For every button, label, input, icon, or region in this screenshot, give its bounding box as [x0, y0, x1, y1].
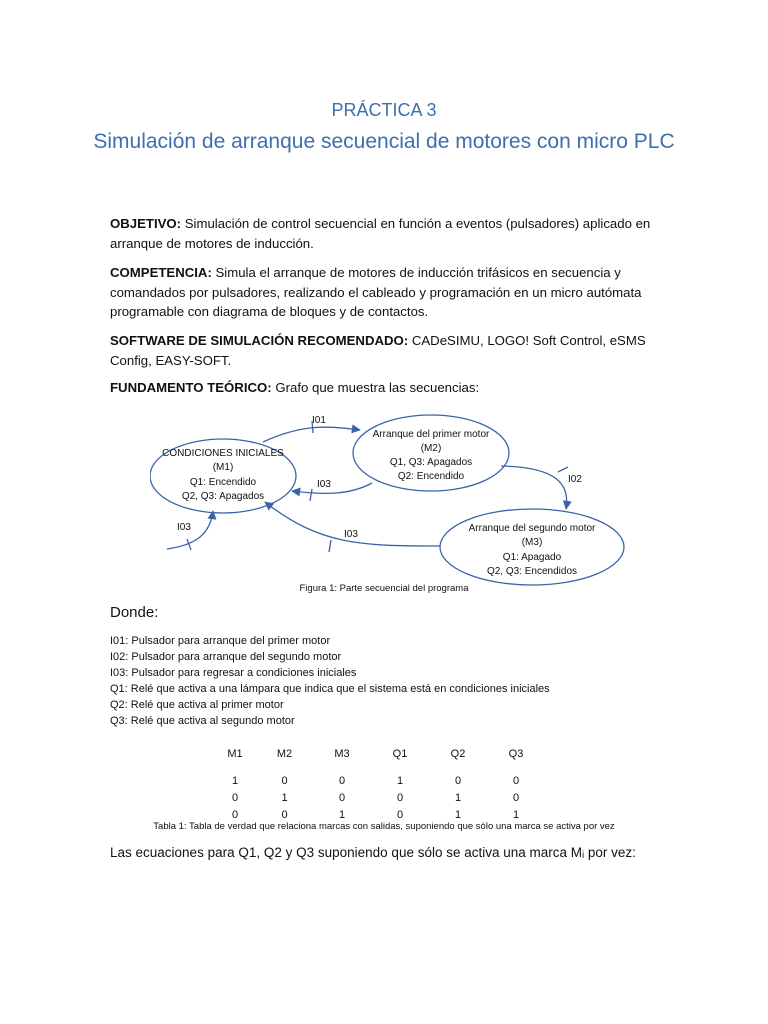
state-m3-line2: (M3) [521, 537, 543, 548]
truth-table-header: M1 [227, 748, 243, 760]
truth-table-cell: 0 [512, 791, 520, 804]
truth-table-cell: 0 [338, 791, 346, 804]
state-m1-line1: CONDICIONES INICIALES [162, 448, 284, 459]
software-paragraph [110, 331, 670, 370]
truth-table-cell: 0 [396, 791, 404, 804]
competence-text: Simula el arranque de motores de inducción trifásicos en secuencia y comandados por pulsadores, realizando el cableado y programación en un micro autómata programable con diagrama de bloques y de contactos. [110, 265, 642, 319]
objective-label: OBJETIVO: [110, 216, 182, 231]
objective-text: Simulación de control secuencial en función a eventos (pulsadores) aplicado en arranque de motores de inducción. [110, 216, 651, 251]
state-graph-diagram [150, 405, 640, 605]
theory-label: FUNDAMENTO TEÓRICO: [110, 380, 272, 395]
truth-table-header: Q1 [392, 748, 408, 760]
truth-table-cell: 1 [281, 791, 288, 804]
definition-item: I02: Pulsador para arranque del segundo motor [110, 651, 342, 663]
state-m2-line4: Q2: Encendido [397, 471, 465, 482]
truth-table-cell: 0 [231, 808, 239, 821]
definition-item: Q3: Relé que activa al segundo motor [110, 715, 295, 727]
truth-table-header: Q2 [450, 748, 466, 760]
truth-table-cell: 0 [281, 808, 288, 821]
truth-table-cell: 0 [454, 774, 462, 787]
truth-table-cell: 0 [281, 774, 288, 787]
truth-table-cell: 1 [512, 808, 520, 821]
definition-list [110, 633, 550, 729]
truth-table-row [214, 772, 545, 789]
definition-item: Q2: Relé que activa al primer motor [110, 699, 284, 711]
truth-table-row [214, 789, 545, 806]
theory-paragraph [110, 378, 670, 398]
label-i03-initial: I03 [177, 522, 191, 533]
truth-table-cell: 1 [454, 808, 462, 821]
truth-table-cell: 0 [231, 791, 239, 804]
truth-table-cell: 0 [338, 774, 346, 787]
transition-i03-m2-arrow [292, 483, 372, 493]
table-caption: Tabla 1: Tabla de verdad que relaciona marcas con salidas, suponiendo que sólo una marca se activa por vez [153, 821, 615, 832]
label-i03-from-m3: I03 [344, 529, 358, 540]
truth-table-cell: 0 [512, 774, 520, 787]
transition-i01-arrow [263, 427, 360, 442]
software-text: CADeSIMU, LOGO! Soft Control, eSMS Config, EASY-SOFT. [110, 333, 646, 368]
truth-table [214, 744, 545, 823]
truth-table-cell: 0 [396, 808, 404, 821]
definition-item: Q1: Relé que activa a una lámpara que indica que el sistema está en condiciones iniciales [110, 683, 550, 695]
state-m2-line1: Arranque del primer motor [372, 429, 490, 440]
definition-item: I03: Pulsador para regresar a condiciones iniciales [110, 667, 357, 679]
figure-caption: Figura 1: Parte secuencial del programa [299, 583, 469, 594]
state-m1-line2: (M1) [212, 462, 234, 473]
definition-item: I01: Pulsador para arranque del primer motor [110, 635, 331, 647]
state-m1-line4: Q2, Q3: Apagados [181, 491, 265, 502]
label-i01: I01 [312, 415, 326, 426]
truth-table-cell: 1 [396, 774, 404, 787]
equations-intro: Las ecuaciones para Q1, Q2 y Q3 suponiendo que sólo se activa una marca Mᵢ por vez: [110, 845, 636, 860]
truth-table-header: Q3 [508, 748, 524, 760]
where-heading: Donde: [110, 604, 159, 621]
transition-i02-arrow [501, 466, 567, 509]
truth-table-header-row [214, 744, 545, 764]
truth-table-cell: 1 [338, 808, 346, 821]
truth-table-cell: 1 [454, 791, 462, 804]
truth-table-header: M3 [334, 748, 350, 760]
state-m1-line3: Q1: Encendido [189, 477, 257, 488]
objective-paragraph [110, 214, 670, 253]
competence-paragraph [110, 263, 670, 322]
state-m2-line2: (M2) [420, 443, 442, 454]
state-m3-line3: Q1: Apagado [502, 552, 562, 563]
state-m3-line4: Q2, Q3: Encendidos [486, 566, 578, 577]
practice-number: PRÁCTICA 3 [331, 100, 437, 120]
label-i02: I02 [568, 474, 582, 485]
label-i03-from-m2: I03 [317, 479, 331, 490]
state-m2-line3: Q1, Q3: Apagados [389, 457, 473, 468]
practice-title: Simulación de arranque secuencial de motores con micro PLC [93, 130, 675, 153]
software-label: SOFTWARE DE SIMULACIÓN RECOMENDADO: [110, 333, 409, 348]
truth-table-cell: 1 [231, 774, 239, 787]
theory-text: Grafo que muestra las secuencias: [271, 380, 480, 395]
truth-table-header: M2 [276, 748, 293, 760]
state-m3-line1: Arranque del segundo motor [468, 523, 596, 534]
competence-label: COMPETENCIA: [110, 265, 212, 280]
